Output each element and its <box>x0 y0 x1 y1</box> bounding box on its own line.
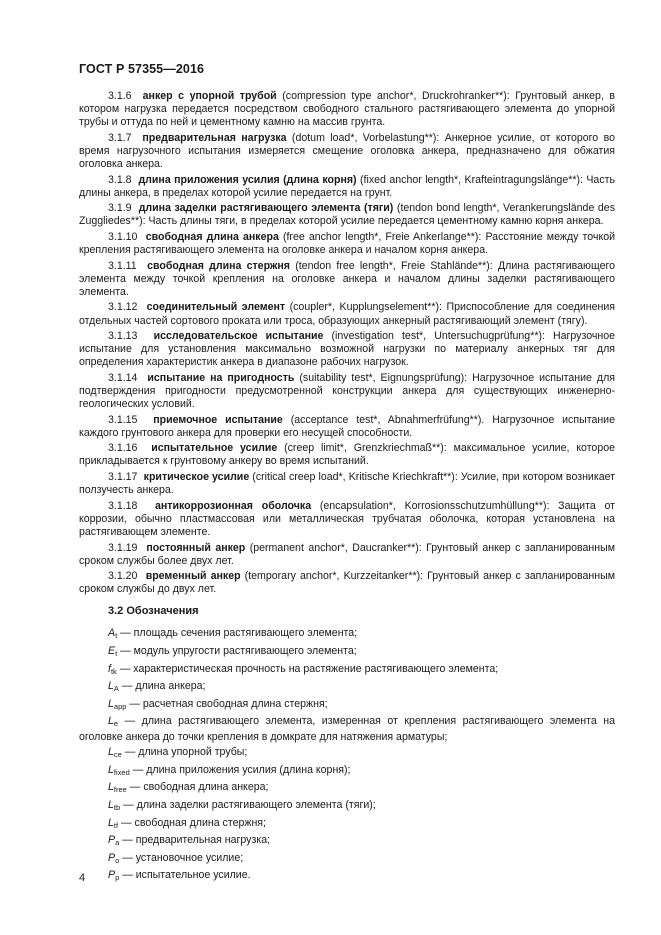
symbol-entry <box>79 817 615 832</box>
term-definition <box>79 442 615 468</box>
symbol-description: — свободная длина стержня; <box>118 816 266 829</box>
term-name: критическое усилие <box>143 471 250 484</box>
symbol-entry <box>79 680 615 695</box>
symbol-base: f <box>108 662 111 675</box>
symbol-variable <box>108 645 117 657</box>
symbol-entry <box>79 764 615 779</box>
symbol-entry <box>79 645 615 660</box>
symbol-base: L <box>108 680 114 693</box>
term-name: антикоррозионная оболочка <box>154 499 312 512</box>
term-number: 3.1.16 <box>108 442 138 455</box>
symbol-description: — площадь сечения растягивающего элемента; <box>117 627 358 640</box>
symbol-variable <box>108 680 119 692</box>
term-name: испытание на пригодность <box>147 371 295 384</box>
symbol-description: — характеристическая прочность на растяжение растягивающего элемента; <box>116 662 499 675</box>
symbol-subscript: tk <box>110 666 117 676</box>
term-number: 3.1.14 <box>108 371 138 384</box>
term-definition <box>79 90 615 129</box>
term-name: постоянный анкер <box>146 541 246 554</box>
symbol-description: — длина упорной трубы; <box>121 746 248 759</box>
term-number: 3.1.9 <box>108 202 132 215</box>
term-text: (critical creep load*, Kritische Kriechkraft**): Усилие, при котором возникает ползучесть анкера. <box>79 471 615 497</box>
symbol-variable <box>108 781 127 793</box>
symbol-variable <box>108 852 119 864</box>
term-name: испытательное усилие <box>151 442 278 455</box>
term-number: 3.1.6 <box>108 90 132 102</box>
term-definition <box>79 330 615 369</box>
term-definition <box>79 202 615 228</box>
symbol-base: L <box>108 781 114 794</box>
symbol-description: — длина анкера; <box>118 680 206 693</box>
term-name: временный анкер <box>145 570 241 583</box>
term-name: соединительный элемент <box>146 301 286 314</box>
term-number: 3.1.19 <box>108 541 138 554</box>
symbol-variable <box>108 746 122 758</box>
symbol-description: — расчетная свободная длина стержня; <box>126 697 328 710</box>
symbol-entry <box>79 869 615 884</box>
symbol-subscript: t <box>115 649 118 659</box>
symbol-base: L <box>108 715 114 728</box>
symbol-subscript: fixed <box>113 767 130 777</box>
terms-list <box>79 90 615 596</box>
symbol-subscript: a <box>115 838 120 848</box>
symbol-variable <box>108 715 118 727</box>
symbol-subscript: tf <box>113 820 119 830</box>
symbol-entry <box>79 834 615 849</box>
term-definition <box>79 231 615 257</box>
term-number: 3.1.13 <box>108 330 138 343</box>
symbol-base: E <box>108 645 116 658</box>
term-text: (tendon bond length*, Verankerungslände des Zuggliedes**): Часть длины тяги, в пределах которой усилие передается цементному камню корня анкера. <box>79 202 615 228</box>
term-name: свободная длина стержня <box>147 259 290 272</box>
symbol-description: — предварительная нагрузка; <box>119 834 271 847</box>
symbol-base: P <box>108 851 116 864</box>
symbol-variable <box>108 698 126 710</box>
symbol-description: — длина приложения усилия (длина корня); <box>129 763 351 776</box>
term-text: (suitability test*, Eignungsprüfung): Нагрузочное испытание для подтверждения пригодности предусмотренной конструкции анкера для существующих инженерно-геологических условий. <box>79 371 615 411</box>
symbol-entry <box>79 746 615 761</box>
term-number: 3.1.17 <box>108 471 138 484</box>
symbol-variable <box>108 869 119 881</box>
term-text: (creep limit*, Grenzkriechmaß**): максимальное усилие, которое прикладывается к грунтовому анкеру во время испытаний. <box>79 442 615 468</box>
term-text: (dotum load*, Vorbelastung**): Анкерное усилие, от которого во время нагрузочного испытания измеряется смещение оголовка анкера, предназначено для обжатия оголовка анкера. <box>79 131 615 170</box>
symbol-subscript: o <box>115 855 120 865</box>
symbol-subscript: tb <box>113 802 121 812</box>
term-definition <box>79 132 615 171</box>
term-name: длина заделки растягивающего элемента (тяги) <box>138 202 394 215</box>
symbol-variable <box>108 627 117 639</box>
term-name: свободная длина анкера <box>145 230 279 243</box>
term-name: предварительная нагрузка <box>142 131 287 144</box>
symbol-base: P <box>108 834 116 847</box>
symbol-description: — свободная длина анкера; <box>126 781 269 794</box>
term-definition <box>79 260 615 299</box>
symbol-entry <box>79 781 615 796</box>
term-definition <box>79 372 615 411</box>
term-name: анкер с упорной трубой <box>142 90 277 102</box>
symbol-base: L <box>108 798 114 811</box>
symbol-description: — испытательное усилие. <box>119 869 251 882</box>
symbol-subscript: app <box>113 701 127 711</box>
term-number: 3.1.8 <box>108 173 132 186</box>
symbol-base: L <box>108 746 114 759</box>
term-text: (coupler*, Kupplungselement**): Приспособление для соединения отдельных частей сортового проката или троса, образующих анкерный растягивающий элемент (тягу). <box>79 301 616 327</box>
symbol-entry <box>79 627 615 642</box>
symbol-subscript: ce <box>113 750 122 760</box>
term-definition <box>79 301 615 327</box>
term-text: (temporary anchor*, Kurzzeitanker**): Грунтовый анкер с запланированным сроком службы до двух лет. <box>79 570 615 596</box>
term-definition <box>79 542 615 568</box>
term-number: 3.1.10 <box>108 230 138 243</box>
symbol-base: L <box>108 763 114 776</box>
term-text: (compression type anchor*, Druckrohranker**): Грунтовый анкер, в котором нагрузка передается посредством свободного стального растягивающего элемента до упорной трубы и оттуда по ней и цементному камню на массив грунта. <box>79 90 615 129</box>
term-number: 3.1.7 <box>108 131 132 144</box>
symbol-description: — длина растягивающего элемента, измеренная от крепления растягивающего элемента на оголовке анкера до точки крепления в домкрате для натяжения арматуры; <box>79 715 615 743</box>
term-text: (acceptance test*, Abnahmerfrüfung**). Нагрузочное испытание каждого грунтового анкера для проверки его несущей способности. <box>79 413 615 439</box>
symbol-subscript: free <box>113 785 127 795</box>
symbol-variable <box>108 834 119 846</box>
term-number: 3.1.12 <box>108 301 138 314</box>
symbol-variable <box>108 663 117 675</box>
symbol-description: — модуль упругости растягивающего элемента; <box>117 645 357 658</box>
symbol-base: L <box>108 697 114 710</box>
symbol-entry <box>79 715 615 743</box>
term-text: (encapsulation*, Korrosionsschutzumhüllung**): Защита от коррозии, обычно пластмассовая или металлическая трубчатая оболочка, которая установлена на растягивающем элементе. <box>79 499 615 538</box>
symbol-variable <box>108 817 118 829</box>
term-name: исследовательское испытание <box>153 330 324 343</box>
document-header: ГОСТ Р 57355—2016 <box>79 62 205 76</box>
symbols-list <box>79 627 615 884</box>
symbol-subscript: t <box>115 631 118 641</box>
term-number: 3.1.15 <box>108 413 138 426</box>
symbol-base: L <box>108 816 114 829</box>
symbol-subscript: e <box>113 719 119 729</box>
term-number: 3.1.18 <box>108 499 138 512</box>
term-name: приемочное испытание <box>153 413 283 426</box>
term-definition <box>79 174 615 200</box>
symbol-entry <box>79 663 615 678</box>
term-definition <box>79 500 615 539</box>
symbol-subscript: A <box>113 684 119 694</box>
symbol-description: — установочное усилие; <box>119 851 244 864</box>
symbol-variable <box>108 799 120 811</box>
symbol-base: A <box>108 627 116 640</box>
symbol-description: — длина заделки растягивающего элемента (тяги); <box>120 798 376 811</box>
section-title: 3.2 Обозначения <box>108 605 199 618</box>
term-text: (free anchor length*, Freie Ankerlange**): Расстояние между точкой крепления растягивающего элемента на оголовке анкера и началом корня анкера. <box>79 230 616 257</box>
term-definition <box>79 414 615 440</box>
term-text: (tendon free length*, Freie Stahlände**): Длина растягивающего элемента между точкой крепления на оголовке анкера и началом длины заделки растягивающего элемента. <box>79 259 615 298</box>
symbol-entry <box>79 799 615 814</box>
term-number: 3.1.11 <box>108 259 137 272</box>
term-definition <box>79 471 615 497</box>
symbol-subscript: p <box>115 873 120 883</box>
term-text: (permanent anchor*, Daucranker**): Грунтовый анкер с запланированным сроком службы более двух лет. <box>79 541 615 567</box>
term-text: (fixed anchor length*, Krafteintragungslänge**): Часть длины анкера, в пределах которой усилие передается на грунт. <box>79 173 615 199</box>
symbol-entry <box>79 852 615 867</box>
symbol-base: P <box>108 869 116 882</box>
term-definition <box>79 570 615 596</box>
document-body <box>79 90 615 887</box>
page-number: 4 <box>79 872 86 884</box>
term-number: 3.1.20 <box>108 570 138 583</box>
term-text: (investigation test*, Untersuchugprüfung**): Нагрузочное испытание для установления максимально возможной нагрузки по материалу анкерных тяг для определения характеристик анкера в диапазоне рабочих нагрузок. <box>79 330 616 369</box>
term-name: длина приложения усилия (длина корня) <box>138 173 357 186</box>
symbol-variable <box>108 764 130 776</box>
symbol-entry <box>79 698 615 713</box>
